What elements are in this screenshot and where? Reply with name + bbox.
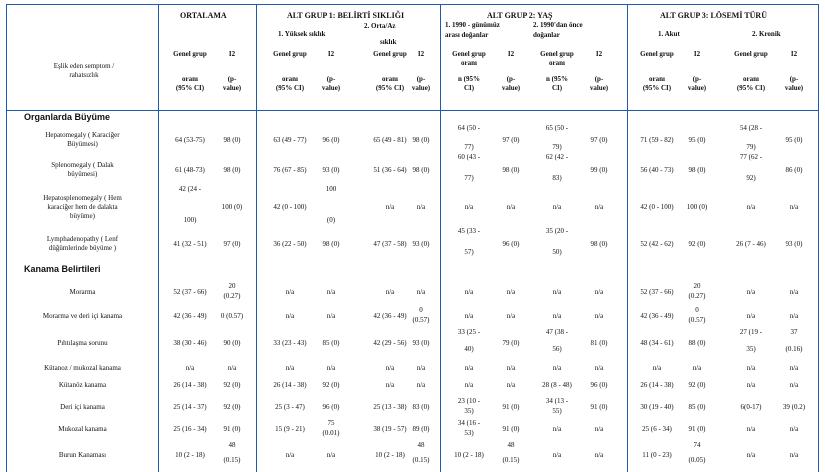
table-cell: 96 (0) [322, 135, 340, 144]
table-cell: 26 (14 - 38) [273, 380, 307, 389]
column-header: oranı [182, 75, 198, 83]
group-title-age: ALT GRUP 2: YAŞ [487, 11, 553, 20]
subgroup-title: 1. Akut [658, 30, 680, 38]
table-cell: 26 (14 - 38) [640, 380, 674, 389]
table-cell: n/a [464, 202, 474, 211]
row-label: Hepatosplenomegaly ( Hem [43, 193, 122, 202]
row-label: büyüme) [70, 211, 95, 220]
table-cell: 35 (20 - [545, 227, 569, 235]
table-cell: 42 (0 - 100) [273, 202, 307, 211]
table-cell: n/a [552, 202, 562, 211]
table-cell: 57) [464, 248, 474, 256]
table-cell: n/a [464, 380, 474, 389]
subgroup-title: arası doğanlar [445, 31, 489, 39]
row-label: Splenomegaly ( Dalak [51, 161, 114, 169]
table-cell: 92 (0) [223, 402, 241, 411]
table-cell: n/a [185, 363, 195, 372]
table-cell: 42 (36 - 49) [640, 311, 674, 320]
table-cell: n/a [464, 287, 474, 296]
column-header: (p- [227, 75, 237, 83]
table-cell: 0 (0.57) [220, 311, 244, 320]
table-cell: 60 (43 - [457, 153, 481, 161]
table-border-right [818, 4, 819, 472]
column-header: value) [687, 84, 707, 92]
table-cell: 97 (0) [590, 135, 608, 144]
table-cell: 91 (0) [688, 424, 706, 433]
table-cell: n/a [746, 380, 756, 389]
column-header: oranı [382, 75, 398, 83]
table-cell: (0.05) [688, 456, 706, 464]
row-label: Hepatomegaly ( Karaciğer [45, 131, 120, 139]
table-cell: 79 (0) [502, 338, 520, 347]
table-cell: n/a [506, 311, 516, 320]
column-header: I2 [693, 50, 701, 58]
table-cell: 98 (0) [322, 239, 340, 248]
table-cell: 97 (0) [502, 135, 520, 144]
group-title-leukemia: ALT GRUP 3: LÖSEMİ TÜRÜ [660, 11, 767, 20]
table-cell: 77) [464, 143, 474, 151]
column-header: Genel grup [452, 50, 486, 58]
table-cell: 98 (0) [590, 239, 608, 248]
table-cell: 34 (13 - [545, 397, 569, 405]
table-cell: 91 (0) [590, 402, 608, 411]
table-cell: 98 (0) [412, 165, 430, 174]
column-header: n (95% [546, 75, 568, 83]
column-header: oranı [461, 59, 477, 67]
subgroup-title: 2. Orta/Az [364, 22, 396, 30]
table-cell: 25 (3 - 47) [275, 402, 305, 411]
table-border-left [6, 4, 7, 472]
table-cell: n/a [416, 202, 426, 211]
table-cell: 75 [327, 419, 335, 427]
table-cell: n/a [789, 311, 799, 320]
column-header: I2 [790, 50, 798, 58]
table-cell: n/a [552, 287, 562, 296]
column-header: Genel grup [373, 50, 407, 58]
column-header: (95% CI) [642, 84, 672, 92]
table-cell: n/a [746, 424, 756, 433]
table-cell: 40) [464, 345, 474, 353]
table-cell: (0.27) [223, 292, 241, 300]
table-cell: 10 (2 - 18) [375, 450, 405, 459]
column-header: (p- [594, 75, 604, 83]
table-cell: 41 (32 - 51) [173, 239, 207, 248]
row-label: Pıhtılaşma sorunu [57, 338, 108, 347]
table-border-top [6, 4, 819, 5]
table-cell: n/a [285, 450, 295, 459]
table-cell: 65 (50 - [545, 124, 569, 132]
section-title: Kanama Belirtileri [24, 264, 101, 274]
table-cell: 20 [228, 282, 236, 290]
column-header: Genel grup [173, 50, 207, 58]
column-header: (95% CI) [275, 84, 305, 92]
table-cell: 34 (16 - [457, 419, 481, 427]
table-cell: n/a [652, 363, 662, 372]
table-cell: 100 (0) [686, 202, 708, 211]
table-cell: n/a [326, 363, 336, 372]
column-header: Genel grup [640, 50, 674, 58]
column-header: (p- [692, 75, 702, 83]
table-cell: (0.16) [785, 345, 803, 353]
table-cell: n/a [285, 311, 295, 320]
column-header: value) [321, 84, 341, 92]
table-cell: n/a [594, 450, 604, 459]
table-cell: n/a [746, 202, 756, 211]
table-cell: 96 (0) [590, 380, 608, 389]
subgroup-title: 2. Kronik [752, 30, 781, 38]
table-cell: 52 (42 - 62) [640, 239, 674, 248]
table-cell: 91 (0) [502, 402, 520, 411]
table-cell: 98 (0) [688, 165, 706, 174]
table-cell: 50) [552, 248, 562, 256]
table-cell: 39 (0.2) [782, 402, 806, 411]
table-cell: 77) [464, 174, 474, 182]
table-cell: 100) [183, 216, 197, 224]
table-cell: 77 (62 - [739, 153, 763, 161]
table-cell: n/a [506, 380, 516, 389]
table-cell: 0 [419, 306, 423, 314]
table-cell: n/a [552, 450, 562, 459]
table-cell: 93 (0) [412, 338, 430, 347]
table-cell: 65 (49 - 81) [373, 135, 407, 144]
table-cell: 98 (0) [223, 165, 241, 174]
row-label: Deri içi kanama [60, 402, 105, 411]
column-header: value) [784, 84, 804, 92]
column-header: oranı [282, 75, 298, 83]
table-cell: n/a [789, 424, 799, 433]
table-cell: 55) [552, 407, 562, 415]
table-cell: 74 [693, 441, 701, 449]
column-header: value) [589, 84, 609, 92]
table-cell: 93 (0) [785, 239, 803, 248]
table-cell: n/a [416, 363, 426, 372]
table-cell: 10 (2 - 18) [175, 450, 205, 459]
table-cell: n/a [464, 311, 474, 320]
table-cell: (0.15) [502, 456, 520, 464]
table-cell: 92 (0) [688, 380, 706, 389]
table-cell: (0.01) [322, 429, 340, 437]
table-cell: n/a [227, 363, 237, 372]
row-header: Eşlik eden semptom / rahatsızlık [53, 62, 115, 79]
table-cell: 42 (24 - [178, 185, 202, 193]
table-cell: 48 (34 - 61) [640, 338, 674, 347]
table-cell: n/a [326, 450, 336, 459]
table-cell: n/a [692, 363, 702, 372]
column-header: oranı [743, 75, 759, 83]
column-header: value) [411, 84, 431, 92]
table-cell: n/a [789, 202, 799, 211]
table-cell: 85 (0) [322, 338, 340, 347]
row-label: Kütanöz kanama [58, 380, 107, 389]
subgroup-title: sıklık [380, 38, 397, 46]
table-cell: 47 (38 - [545, 328, 569, 336]
table-cell: 95 (0) [688, 135, 706, 144]
table-cell: n/a [789, 380, 799, 389]
table-cell: 92) [746, 174, 756, 182]
table-cell: n/a [416, 287, 426, 296]
table-cell: n/a [285, 363, 295, 372]
table-cell: 79) [746, 143, 756, 151]
table-cell: 71 (59 - 82) [640, 135, 674, 144]
table-cell: 33 (25 - [457, 328, 481, 336]
table-cell: 96 (0) [502, 239, 520, 248]
table-cell: 35) [464, 407, 474, 415]
table-cell: 83) [552, 174, 562, 182]
table-cell: n/a [506, 363, 516, 372]
table-cell: 99 (0) [590, 165, 608, 174]
table-cell: n/a [326, 287, 336, 296]
subgroup-title: 1. Yüksek sıklık [278, 30, 326, 38]
table-cell: 85 (0) [688, 402, 706, 411]
table-cell: 92 (0) [322, 380, 340, 389]
table-cell: 88 (0) [688, 338, 706, 347]
table-cell: 54 (28 - [739, 124, 763, 132]
table-cell: 42 (36 - 49) [373, 311, 407, 320]
row-label: Morarma ve deri içi kanama [42, 311, 123, 320]
row-label: Kütanoz / mukozal kanama [44, 363, 121, 372]
table-cell: 36 (22 - 50) [273, 239, 307, 248]
column-header: (p- [416, 75, 426, 83]
table-cell: n/a [506, 287, 516, 296]
table-cell: 61 (48-73) [175, 165, 205, 174]
column-header: value) [501, 84, 521, 92]
table-cell: 63 (49 - 77) [273, 135, 307, 144]
table-cell: 42 (36 - 49) [173, 311, 207, 320]
table-cell: 91 (0) [502, 424, 520, 433]
table-cell: 25 (6 - 34) [642, 424, 672, 433]
table-cell: 81 (0) [590, 338, 608, 347]
table-cell: 30 (19 - 40) [640, 402, 674, 411]
table-cell: n/a [594, 424, 604, 433]
table-cell: 42 (29 - 56) [373, 338, 407, 347]
table-cell: 52 (37 - 66) [173, 287, 207, 296]
table-cell: 76 (67 - 85) [273, 165, 307, 174]
table-cell: 92 (0) [223, 380, 241, 389]
table-cell: n/a [789, 363, 799, 372]
column-header: I2 [417, 50, 425, 58]
table-cell: 37 [790, 328, 798, 336]
column-header: (p- [326, 75, 336, 83]
table-cell: 97 (0) [223, 239, 241, 248]
table-cell: n/a [594, 287, 604, 296]
row-label: Burun Kanaması [58, 450, 107, 459]
table-cell: n/a [385, 363, 395, 372]
column-header: (p- [506, 75, 516, 83]
column-header: (95% CI) [736, 84, 766, 92]
table-cell: 38 (30 - 46) [173, 338, 207, 347]
table-cell: 25 (16 - 34) [173, 424, 207, 433]
table-cell: n/a [326, 311, 336, 320]
table-cell: 27 (19 - [739, 328, 763, 336]
column-header: value) [222, 84, 242, 92]
table-cell: (0.15) [223, 456, 241, 464]
subgroup-title: 1. 1990 - günümüz [445, 21, 500, 29]
table-cell: 25 (14 - 37) [173, 402, 207, 411]
column-header: Genel grup [540, 50, 574, 58]
table-cell: n/a [746, 311, 756, 320]
column-header: CI) [551, 84, 563, 92]
table-cell: 62 (42 - [545, 153, 569, 161]
table-cell: 25 (13 - 38) [373, 402, 407, 411]
subgroup-title: 2. 1990'dan önce [533, 21, 583, 29]
header-bottom-rule [6, 110, 819, 111]
table-cell: 35) [746, 345, 756, 353]
table-cell: n/a [789, 450, 799, 459]
column-header: oranı [549, 59, 565, 67]
table-cell: 0 [695, 306, 699, 314]
table-cell: n/a [746, 287, 756, 296]
column-header: I2 [327, 50, 335, 58]
table-cell: n/a [416, 380, 426, 389]
table-cell: 26 (7 - 46) [736, 239, 766, 248]
table-cell: 100 (0) [221, 202, 243, 211]
table-cell: 51 (36 - 64) [373, 165, 407, 174]
table-cell: 20 [693, 282, 701, 290]
column-header: oranı [649, 75, 665, 83]
table-cell: n/a [285, 287, 295, 296]
table-cell: (0.57) [412, 316, 430, 324]
table-cell: n/a [464, 363, 474, 372]
column-header: Genel grup [734, 50, 768, 58]
table-cell: (0.57) [688, 316, 706, 324]
table-cell: n/a [385, 287, 395, 296]
row-label: düğümlerinde büyüme ) [48, 244, 117, 252]
column-header: I2 [228, 50, 236, 58]
column-header: I2 [595, 50, 603, 58]
column-header: CI) [463, 84, 475, 92]
table-cell: 52 (37 - 66) [640, 287, 674, 296]
table-cell: 47 (37 - 58) [373, 239, 407, 248]
table-cell: n/a [506, 202, 516, 211]
row-label: büyümesi) [67, 170, 98, 178]
table-cell: 10 (2 - 18) [454, 450, 484, 459]
table-cell: 45 (33 - [457, 227, 481, 235]
table-cell: 48 [507, 441, 515, 449]
table-cell: 79) [552, 143, 562, 151]
table-cell: n/a [746, 450, 756, 459]
table-cell: 53) [464, 429, 474, 437]
column-header: (95% CI) [175, 84, 205, 92]
table-cell: 42 (0 - 100) [640, 202, 674, 211]
table-cell: 98 (0) [223, 135, 241, 144]
table-cell: n/a [746, 363, 756, 372]
table-cell: 48 [417, 441, 425, 449]
table-cell: n/a [552, 424, 562, 433]
table-cell: 6(0-17) [740, 402, 762, 411]
table-cell: 26 (14 - 38) [173, 380, 207, 389]
table-cell: (0.27) [688, 292, 706, 300]
column-header: (95% CI) [375, 84, 405, 92]
table-cell: 93 (0) [412, 239, 430, 248]
subgroup-title: doğanlar [533, 31, 560, 39]
section-title: Organlarda Büyüme [24, 112, 111, 122]
table-cell: n/a [385, 380, 395, 389]
table-cell: 89 (0) [412, 424, 430, 433]
table-cell: 64 (53-75) [175, 135, 205, 144]
column-header: Genel grup [273, 50, 307, 58]
table-cell: n/a [594, 202, 604, 211]
table-cell: 86 (0) [785, 165, 803, 174]
table-cell: n/a [594, 311, 604, 320]
table-cell: 56 (40 - 73) [640, 165, 674, 174]
group-title-overall: ORTALAMA [180, 11, 227, 20]
table-cell: 96 (0) [322, 402, 340, 411]
row-label: Lymphadenopathy ( Lenf [46, 235, 119, 243]
table-cell: (0.15) [412, 456, 430, 464]
table-cell: 92 (0) [688, 239, 706, 248]
row-label: karaciğer hem de dalakta [47, 202, 118, 211]
table-cell: n/a [552, 363, 562, 372]
table-cell: 15 (9 - 21) [275, 424, 305, 433]
table-cell: 98 (0) [412, 135, 430, 144]
row-label: Büyümesi) [67, 140, 98, 148]
column-header: I2 [507, 50, 515, 58]
table-cell: 28 (8 - 48) [542, 380, 572, 389]
row-label: Mukozal kanama [58, 424, 107, 433]
column-header: n (95% [458, 75, 480, 83]
table-cell: 83 (0) [412, 402, 430, 411]
table-cell: 11 (0 - 23) [642, 450, 672, 459]
table-cell: 98 (0) [502, 165, 520, 174]
table-cell: 91 (0) [223, 424, 241, 433]
table-cell: 33 (23 - 43) [273, 338, 307, 347]
table-cell: (0) [326, 216, 336, 224]
table-cell: 23 (10 - [457, 397, 481, 405]
table-cell: 38 (19 - 57) [373, 424, 407, 433]
table-cell: 48 [228, 441, 236, 449]
table-cell: n/a [385, 202, 395, 211]
table-cell: 100 [325, 185, 337, 193]
table-cell: 56) [552, 345, 562, 353]
column-header: (p- [789, 75, 799, 83]
table-cell: n/a [789, 287, 799, 296]
table-cell: n/a [594, 363, 604, 372]
group-title-severity: ALT GRUP 1: BELİRTİ SIKLIĞI [287, 11, 405, 20]
table-cell: 95 (0) [785, 135, 803, 144]
row-label: Morarma [69, 287, 96, 296]
table-cell: 93 (0) [322, 165, 340, 174]
table-cell: n/a [552, 311, 562, 320]
table-cell: 90 (0) [223, 338, 241, 347]
table-cell: 64 (50 - [457, 124, 481, 132]
